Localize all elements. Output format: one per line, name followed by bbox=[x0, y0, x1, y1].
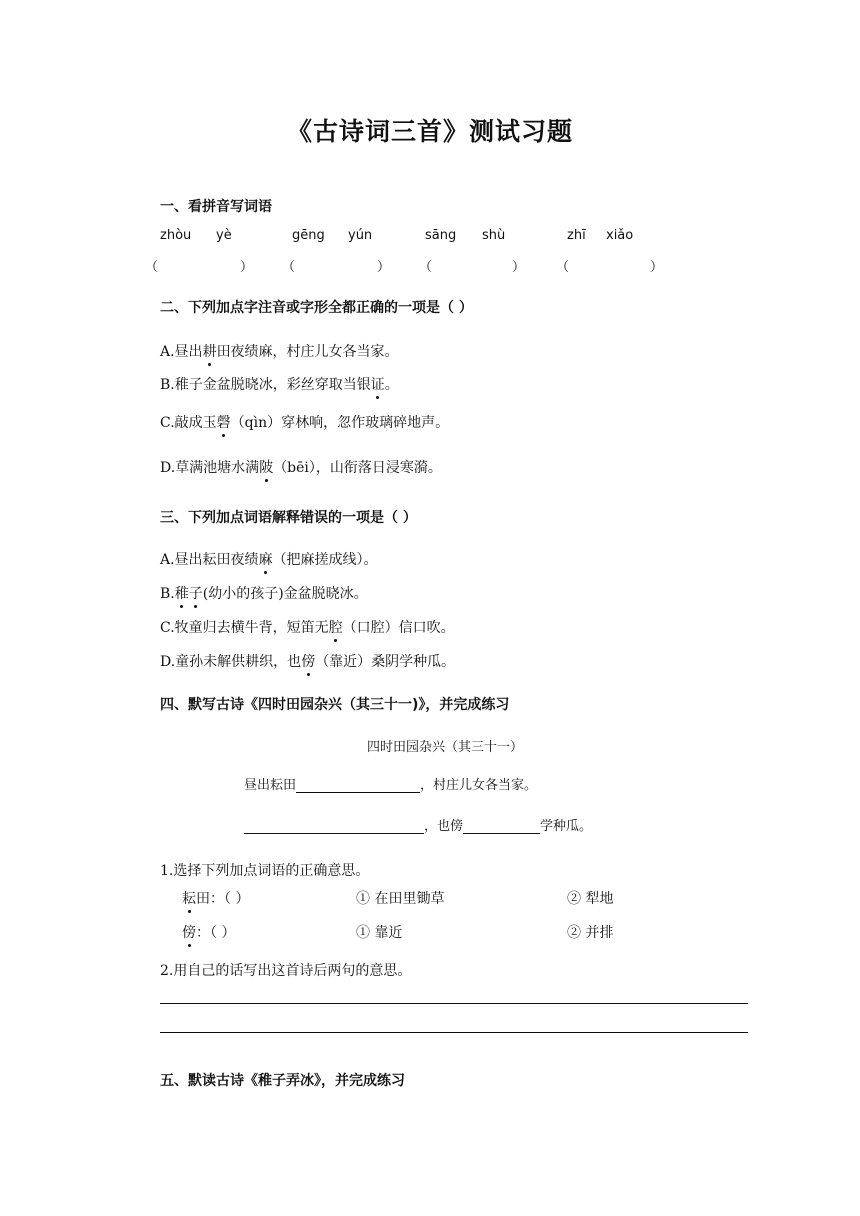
section-3-heading: 三、下列加点词语解释错误的一项是（ ） bbox=[160, 510, 417, 526]
option-text: (幼小的孩子)金盆脱晓冰。 bbox=[202, 586, 368, 602]
dotted-char: 证 bbox=[371, 374, 385, 394]
option-text: A.昼出耘田夜绩 bbox=[160, 552, 259, 568]
answer-paren-4-close[interactable]: ） bbox=[650, 260, 664, 275]
pinyin-2: yè bbox=[216, 228, 232, 243]
answer-line-1[interactable] bbox=[160, 1003, 748, 1004]
dotted-char: 陂 bbox=[259, 457, 273, 477]
q1b-option-1[interactable]: ① 靠近 bbox=[356, 925, 403, 941]
s2-option-b[interactable] bbox=[160, 374, 399, 394]
poem-text: 昼出耘田 bbox=[244, 778, 297, 793]
option-text: D.童孙未解供耕织，也 bbox=[160, 654, 302, 670]
option-text: D.草满池塘水满 bbox=[160, 460, 260, 476]
q1a-word bbox=[182, 888, 249, 908]
s3-option-b[interactable] bbox=[160, 583, 368, 603]
poem-text: 学种瓜。 bbox=[540, 819, 593, 834]
answer-paren-2-open: （ bbox=[282, 260, 296, 275]
q1b-option-2[interactable]: ② 并排 bbox=[567, 925, 614, 941]
dotted-char: 傍 bbox=[182, 922, 196, 942]
s2-option-a[interactable] bbox=[160, 341, 399, 361]
section-5-heading: 五、默读古诗《稚子弄冰》，并完成练习 bbox=[160, 1073, 405, 1089]
poem-title: 四时田园杂兴（其三十一） bbox=[367, 740, 524, 755]
poem-line-1 bbox=[244, 774, 537, 793]
section-1-heading: 一、看拼音写词语 bbox=[160, 199, 272, 215]
poem-line-2 bbox=[244, 815, 592, 834]
answer-paren[interactable]: 田：（ ） bbox=[196, 891, 250, 907]
poem-text: ，村庄儿女各当家。 bbox=[420, 778, 538, 793]
poem-text: ，也傍 bbox=[424, 819, 464, 834]
answer-paren-2-close[interactable]: ） bbox=[377, 260, 391, 275]
option-text: C.敲成玉 bbox=[160, 415, 217, 431]
s3-option-c[interactable] bbox=[160, 617, 455, 637]
answer-paren-1-close[interactable]: ） bbox=[240, 260, 254, 275]
answer-paren[interactable]: ：（ ） bbox=[196, 925, 236, 941]
answer-paren-3-open: （ bbox=[419, 260, 433, 275]
pinyin-1: zhòu bbox=[160, 228, 192, 243]
pinyin-5: sāng bbox=[425, 228, 457, 243]
dotted-char: 稚 bbox=[175, 583, 189, 603]
s2-option-d[interactable] bbox=[160, 457, 442, 477]
q1a-option-2[interactable]: ② 犁地 bbox=[567, 891, 614, 907]
option-text: （bēi），山衔落日浸寒漪。 bbox=[273, 460, 442, 476]
poem-blank-1[interactable] bbox=[296, 778, 420, 793]
section-2-heading: 二、下列加点字注音或字形全都正确的一项是（ ） bbox=[160, 300, 473, 316]
dotted-char: 耘 bbox=[182, 888, 196, 908]
pinyin-6: shù bbox=[482, 228, 506, 243]
option-text: C.牧童归去横牛背，短笛无 bbox=[160, 620, 329, 636]
s3-option-a[interactable] bbox=[160, 549, 378, 569]
dotted-char: 傍 bbox=[301, 651, 315, 671]
section-4-heading: 四、默写古诗《四时田园杂兴（其三十一)》，并完成练习 bbox=[160, 697, 510, 713]
dotted-char: 腔 bbox=[329, 617, 343, 637]
pinyin-4: yún bbox=[348, 228, 373, 243]
option-text: （qìn）穿林响，忽作玻璃碎地声。 bbox=[230, 415, 450, 431]
pinyin-8: xiǎo bbox=[606, 228, 634, 243]
dotted-char: 子 bbox=[189, 583, 203, 603]
option-text: B.稚子金盆脱晓冰，彩丝穿取当银 bbox=[160, 377, 371, 393]
dotted-char: 磬 bbox=[217, 412, 231, 432]
s2-option-c[interactable] bbox=[160, 412, 449, 432]
page-title: 《古诗词三首》测试习题 bbox=[286, 117, 573, 146]
answer-line-2[interactable] bbox=[160, 1032, 748, 1033]
answer-paren-3-close[interactable]: ） bbox=[512, 260, 526, 275]
s3-option-d[interactable] bbox=[160, 651, 455, 671]
q1b-word bbox=[182, 922, 235, 942]
option-text: （口腔）信口吹。 bbox=[342, 620, 455, 636]
dotted-char: 麻 bbox=[259, 549, 273, 569]
option-text: B. bbox=[160, 586, 175, 602]
dotted-char: 耕 bbox=[203, 341, 217, 361]
option-text: 。 bbox=[384, 377, 399, 393]
poem-blank-3[interactable] bbox=[463, 819, 540, 834]
option-text: （靠近）桑阴学种瓜。 bbox=[315, 654, 456, 670]
poem-blank-2[interactable] bbox=[244, 819, 424, 834]
answer-paren-1-open: （ bbox=[145, 260, 159, 275]
pinyin-7: zhī bbox=[567, 228, 586, 243]
option-text: （把麻搓成线）。 bbox=[272, 552, 378, 568]
question-2: 2.用自己的话写出这首诗后两句的意思。 bbox=[160, 963, 412, 979]
option-text: A.昼出 bbox=[160, 344, 203, 360]
answer-paren-4-open: （ bbox=[556, 260, 570, 275]
question-1: 1.选择下列加点词语的正确意思。 bbox=[160, 863, 370, 879]
q1a-option-1[interactable]: ① 在田里锄草 bbox=[356, 891, 445, 907]
option-text: 田夜绩麻，村庄儿女各当家。 bbox=[216, 344, 399, 360]
pinyin-3: gēng bbox=[292, 228, 325, 243]
